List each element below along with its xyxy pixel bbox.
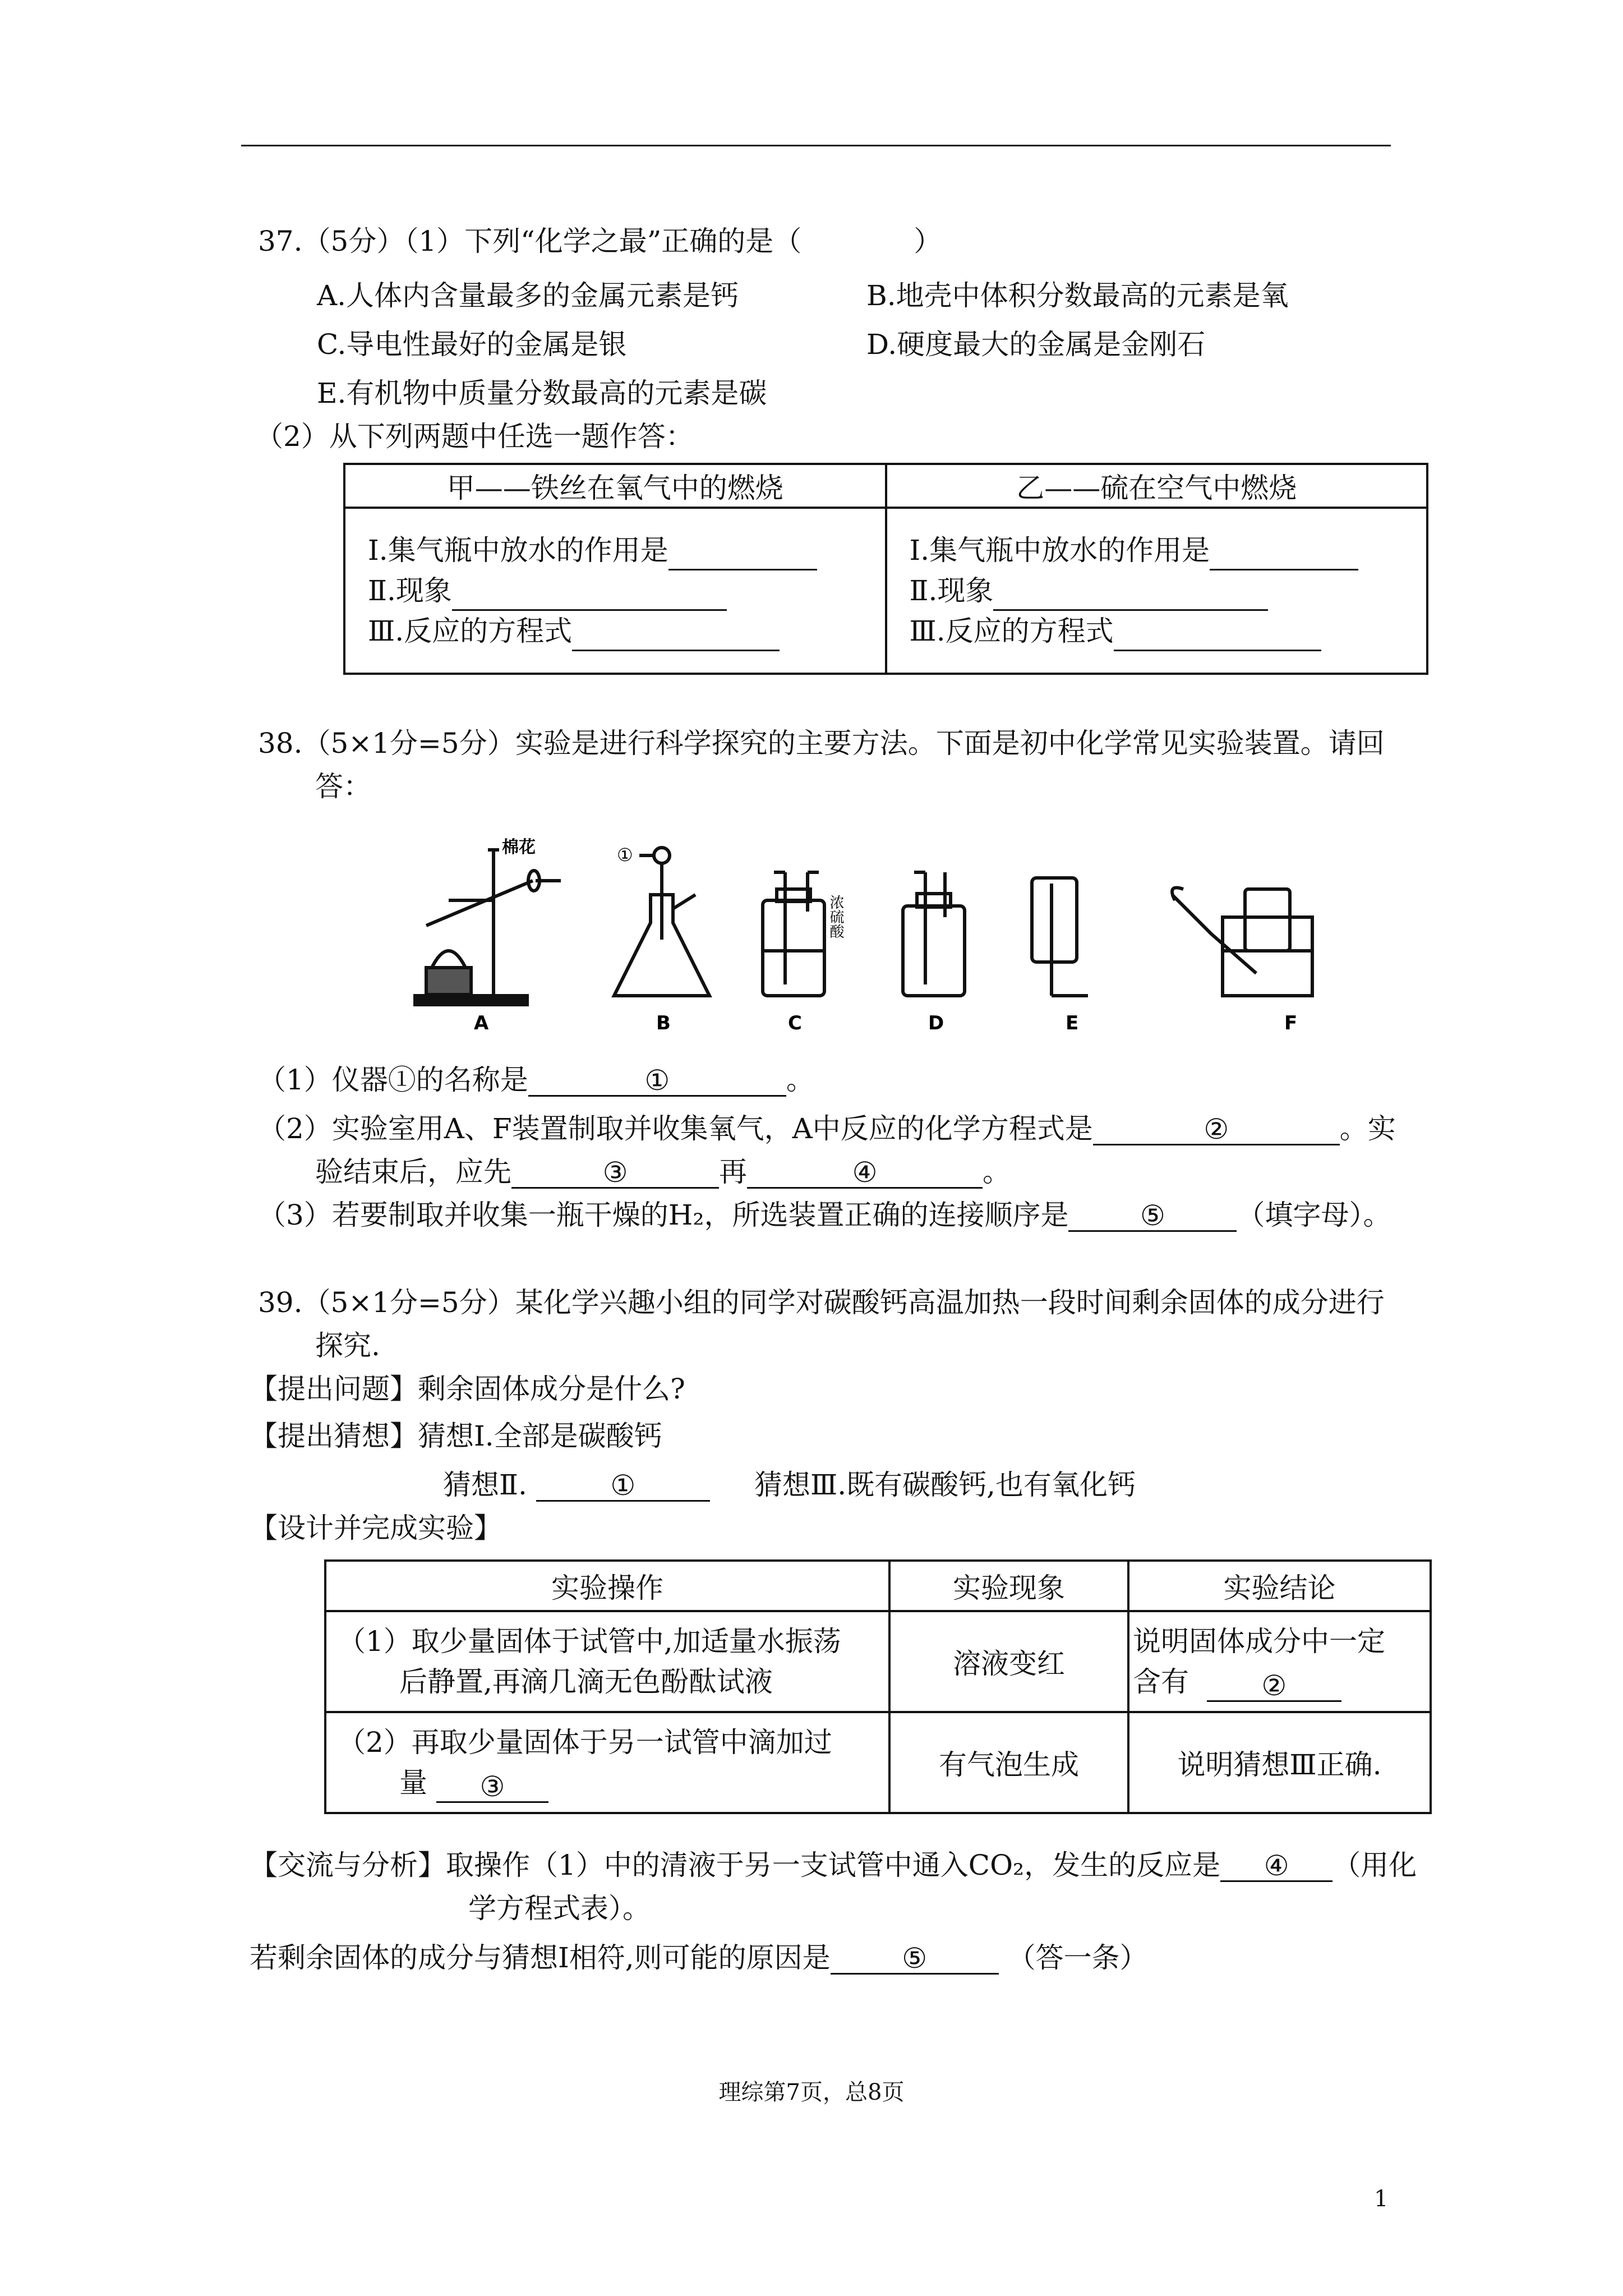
apparatus-b	[614, 848, 709, 996]
q38-blank3[interactable]: ③	[511, 1158, 719, 1189]
q39-guess2-text: 猜想Ⅱ.	[443, 1469, 527, 1501]
q38-sub2b-mid: 再	[719, 1156, 747, 1188]
q39-last	[250, 1941, 1148, 1975]
acid-label: 浓硫酸	[827, 895, 844, 938]
q39-row1-operation	[325, 1611, 889, 1712]
q39-analysis-line2: 学方程式表）。	[468, 1892, 651, 1925]
q37-left-blank1[interactable]	[668, 540, 817, 570]
q39-row1-con-line1: 说明固体成分中一定	[1133, 1625, 1385, 1658]
q37-left-blank3[interactable]	[572, 620, 780, 651]
q37-head-left: 甲——铁丝在氧气中的燃烧	[344, 464, 886, 508]
q39-last-text: 若剩余固体的成分与猜想Ⅰ相符,则可能的原因是	[250, 1941, 831, 1974]
q38-sub2-end: 。实	[1339, 1112, 1396, 1145]
q38-sub1-end: 。	[786, 1064, 814, 1096]
q39-row2-op-line1: （2）再取少量固体于另一试管中滴加过	[338, 1726, 832, 1759]
q37-right-row1: Ⅰ.集气瓶中放水的作用是	[909, 534, 1210, 567]
q38-blank2[interactable]: ②	[1093, 1115, 1340, 1145]
q37-cell-right	[886, 508, 1428, 674]
q38-sub3-end: （填字母）。	[1237, 1199, 1391, 1231]
q37-head-right: 乙——硫在空气中燃烧	[886, 464, 1428, 508]
q39-design-heading: 【设计并完成实验】	[250, 1512, 502, 1544]
q37-right-row3: Ⅲ.反应的方程式	[909, 615, 1114, 647]
q37-right-blank3[interactable]	[1114, 620, 1321, 651]
q39-th-conclusion: 实验结论	[1128, 1561, 1431, 1611]
apparatus-label-e: E	[1066, 1012, 1079, 1034]
apparatus-label-a: A	[474, 1012, 489, 1034]
q39-th-operation: 实验操作	[325, 1561, 889, 1611]
q39-blank3[interactable]: ③	[436, 1772, 548, 1803]
q39-analysis-end: （用化	[1332, 1849, 1417, 1881]
q37-stem: 37.（5分）（1）下列“化学之最”正确的是（ ）	[258, 225, 942, 257]
q39-guess2	[443, 1468, 710, 1502]
apparatus-e	[1032, 878, 1088, 996]
q37-option-c: C.导电性最好的金属是银	[317, 328, 627, 361]
q39-row1-con-line2: 含有	[1133, 1665, 1189, 1698]
q38-blank4[interactable]: ④	[747, 1158, 983, 1189]
q37-left-row1: Ⅰ.集气瓶中放水的作用是	[368, 534, 668, 567]
apparatus-f	[1172, 888, 1312, 996]
q39-row2-op-line2: 量	[399, 1766, 427, 1799]
q38-sub2	[258, 1112, 1396, 1145]
q38-stem-line2: 答：	[315, 770, 371, 803]
q37-part2: （2）从下列两题中任选一题作答：	[255, 420, 694, 453]
q37-option-d: D.硬度最大的金属是金刚石	[866, 328, 1206, 361]
page-footer: 理综第7页，总8页	[718, 2079, 905, 2105]
apparatus-c	[763, 872, 824, 996]
apparatus-label-b: B	[656, 1012, 671, 1034]
q37-left-blank2[interactable]	[452, 580, 727, 611]
q37-option-a: A.人体内含量最多的金属元素是钙	[317, 279, 739, 312]
q37-right-blank1[interactable]	[1210, 540, 1358, 570]
q39-blank2[interactable]: ②	[1207, 1671, 1341, 1702]
q38-sub1-text: （1）仪器①的名称是	[258, 1064, 528, 1096]
q39-blank5[interactable]: ⑤	[831, 1944, 999, 1975]
apparatus-label-c: C	[788, 1012, 802, 1034]
q38-stem-line1: 38.（5×1分=5分）实验是进行科学探究的主要方法。下面是初中化学常见实验装置。请回	[258, 727, 1385, 760]
q37-choice-table	[343, 463, 1428, 675]
q39-stem-line1: 39.（5×1分=5分）某化学兴趣小组的同学对碳酸钙高温加热一段时间剩余固体的成分进行	[258, 1286, 1385, 1319]
q39-row1-op-line1: （1）取少量固体于试管中,加适量水振荡	[338, 1625, 841, 1658]
q39-analysis	[250, 1848, 1417, 1882]
q39-guess3: 猜想Ⅲ.既有碳酸钙,也有氧化钙	[754, 1469, 1136, 1501]
q39-row2-conclusion: 说明猜想Ⅲ正确.	[1128, 1712, 1431, 1813]
q37-right-row2: Ⅱ.现象	[909, 574, 994, 607]
q39-experiment-table	[324, 1559, 1432, 1814]
q37-left-row3: Ⅲ.反应的方程式	[368, 615, 573, 647]
apparatus-a	[415, 850, 561, 1005]
q38-blank1[interactable]: ①	[528, 1066, 786, 1097]
q39-stem-line2: 探究.	[315, 1329, 380, 1362]
q39-analysis-text: 【交流与分析】取操作（1）中的清液于另一支试管中通入CO₂，发生的反应是	[250, 1849, 1221, 1881]
q39-guess1: 【提出猜想】猜想Ⅰ.全部是碳酸钙	[250, 1420, 662, 1452]
q39-blank4[interactable]: ④	[1220, 1851, 1332, 1882]
q39-row1-op-line2: 后静置,再滴几滴无色酚酞试液	[399, 1665, 773, 1698]
q38-sub2-text: （2）实验室用A、F装置制取并收集氧气，A中反应的化学方程式是	[258, 1112, 1093, 1145]
apparatus-label-f: F	[1284, 1012, 1298, 1034]
q39-row2-phenomenon: 有气泡生成	[889, 1712, 1128, 1813]
page-number: 1	[1374, 2186, 1389, 2212]
q38-sub1	[258, 1063, 814, 1097]
q37-right-blank2[interactable]	[993, 580, 1268, 611]
q38-sub2b	[315, 1155, 1011, 1189]
q39-row1-phenomenon: 溶液变红	[889, 1611, 1128, 1712]
q39-row1-conclusion	[1128, 1611, 1431, 1712]
header-rule	[241, 145, 1391, 146]
q39-blank1[interactable]: ①	[536, 1471, 710, 1502]
q39-row2-operation	[325, 1712, 889, 1813]
q38-sub2b-text: 验结束后，应先	[315, 1156, 511, 1188]
q39-question: 【提出问题】剩余固体成分是什么?	[250, 1373, 685, 1405]
q37-left-row2: Ⅱ.现象	[368, 574, 452, 607]
q37-cell-left	[344, 508, 886, 674]
q38-sub3-text: （3）若要制取并收集一瓶干燥的H₂，所选装置正确的连接顺序是	[258, 1199, 1069, 1231]
instrument-marker: ①	[617, 844, 633, 866]
apparatus-d	[903, 872, 965, 996]
apparatus-figure	[393, 827, 1374, 1041]
q38-sub2b-end: 。	[983, 1156, 1011, 1188]
apparatus-label-d: D	[928, 1012, 944, 1034]
q38-sub3	[258, 1198, 1391, 1232]
q37-option-e: E.有机物中质量分数最高的元素是碳	[317, 377, 767, 409]
q38-blank5[interactable]: ⑤	[1068, 1201, 1237, 1232]
q39-th-phenomenon: 实验现象	[889, 1561, 1128, 1611]
q39-last-end: （答一条）	[1007, 1941, 1148, 1974]
q37-option-b: B.地壳中体积分数最高的元素是氧	[866, 279, 1289, 312]
cotton-label: 棉花	[502, 838, 536, 857]
